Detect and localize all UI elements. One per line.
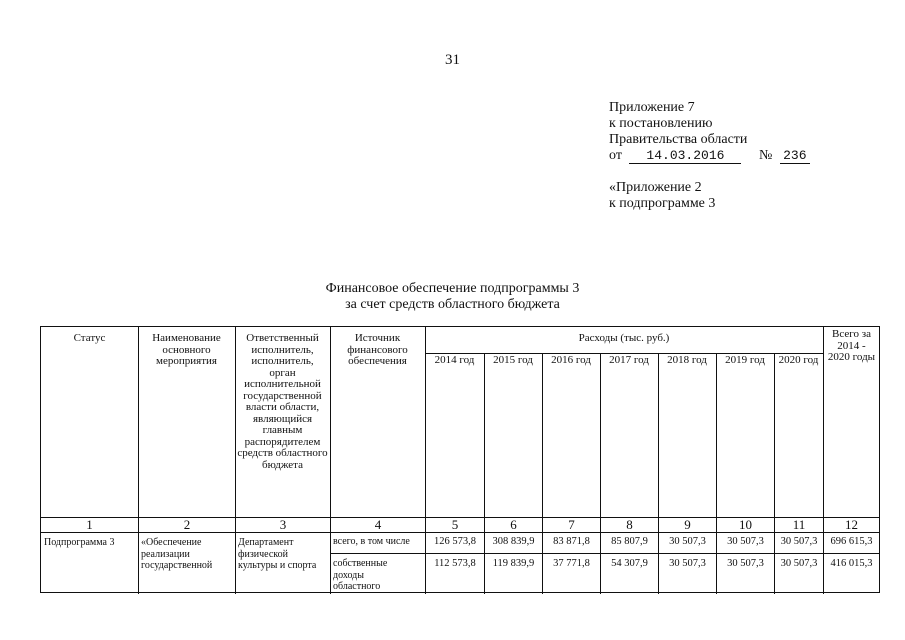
document-title — [0, 281, 905, 313]
value-cell: 119 839,9 — [492, 558, 535, 569]
column-number: 2 — [183, 517, 191, 532]
row-source: всего, в том числе — [333, 536, 410, 547]
header-status: Статус — [73, 332, 106, 344]
title-line: Финансовое обеспечение подпрограммы 3 — [325, 281, 580, 296]
header-executor: Ответственный исполнитель, исполнитель, орган исполнительной государственной власти области, являющийся главным распорядителем средств областного бюджета — [237, 332, 328, 471]
appendix-date-line — [609, 148, 810, 164]
column-number: 7 — [568, 517, 575, 532]
total-cell: 696 615,3 — [830, 536, 873, 547]
row-source: собственные доходы областного — [333, 558, 388, 592]
value-cell: 85 807,9 — [611, 536, 648, 547]
header-year: 2020 год — [778, 354, 819, 366]
row-event-name: «Обеспечение реализации государственной — [141, 537, 213, 571]
header-funding-source: Источник финансового обеспечения — [347, 332, 408, 367]
total-cell: 416 015,3 — [830, 558, 873, 569]
appendix-block — [609, 100, 810, 212]
value-cell: 30 507,3 — [780, 558, 818, 569]
page-number: 31 — [445, 52, 460, 68]
decree-number: 236 — [780, 149, 810, 164]
value-cell: 83 871,8 — [553, 536, 590, 547]
value-cell: 30 507,3 — [780, 536, 818, 547]
appendix-line: «Приложение 2 — [609, 180, 702, 195]
decree-date: 14.03.2016 — [629, 149, 741, 164]
value-cell: 308 839,9 — [492, 536, 535, 547]
value-cell: 30 507,3 — [727, 558, 764, 569]
column-number: 1 — [86, 517, 93, 532]
appendix-line: к подпрограмме 3 — [609, 196, 716, 211]
column-number: 3 — [279, 517, 287, 532]
finance-table — [40, 326, 880, 593]
header-event-name: Наименование основного мероприятия — [152, 332, 221, 367]
column-number: 9 — [684, 517, 691, 532]
value-cell: 30 507,3 — [669, 558, 706, 569]
appendix-line: к постановлению — [609, 116, 713, 131]
appendix-line: Правительства области — [609, 132, 748, 147]
header-year: 2014 год — [434, 354, 475, 366]
header-year: 2015 год — [493, 354, 533, 366]
header-year: 2017 год — [609, 354, 649, 366]
value-cell: 37 771,8 — [553, 558, 590, 569]
header-year: 2019 год — [725, 354, 765, 366]
value-cell: 54 307,9 — [611, 558, 648, 569]
column-number: 6 — [510, 517, 517, 532]
number-prefix: № — [758, 148, 773, 163]
header-expenses: Расходы (тыс. руб.) — [578, 332, 670, 344]
value-cell: 126 573,8 — [434, 536, 476, 547]
column-number: 8 — [626, 517, 633, 532]
column-number: 10 — [739, 517, 752, 532]
header-year: 2018 год — [667, 354, 707, 366]
column-number: 12 — [845, 517, 858, 532]
title-line: за счет средств областного бюджета — [345, 297, 560, 312]
row-executor: Департамент физической культуры и спорта — [238, 537, 317, 571]
row-status: Подпрограмма 3 — [44, 537, 115, 548]
appendix-line: Приложение 7 — [609, 100, 695, 115]
date-prefix: от — [609, 148, 622, 163]
header-total: Всего за 2014 - 2020 годы — [827, 328, 876, 363]
column-number: 11 — [792, 517, 806, 532]
column-number: 4 — [374, 517, 382, 532]
header-year: 2016 год — [551, 354, 591, 366]
column-number: 5 — [451, 517, 459, 532]
value-cell: 30 507,3 — [727, 536, 764, 547]
value-cell: 112 573,8 — [434, 558, 476, 569]
value-cell: 30 507,3 — [669, 536, 706, 547]
